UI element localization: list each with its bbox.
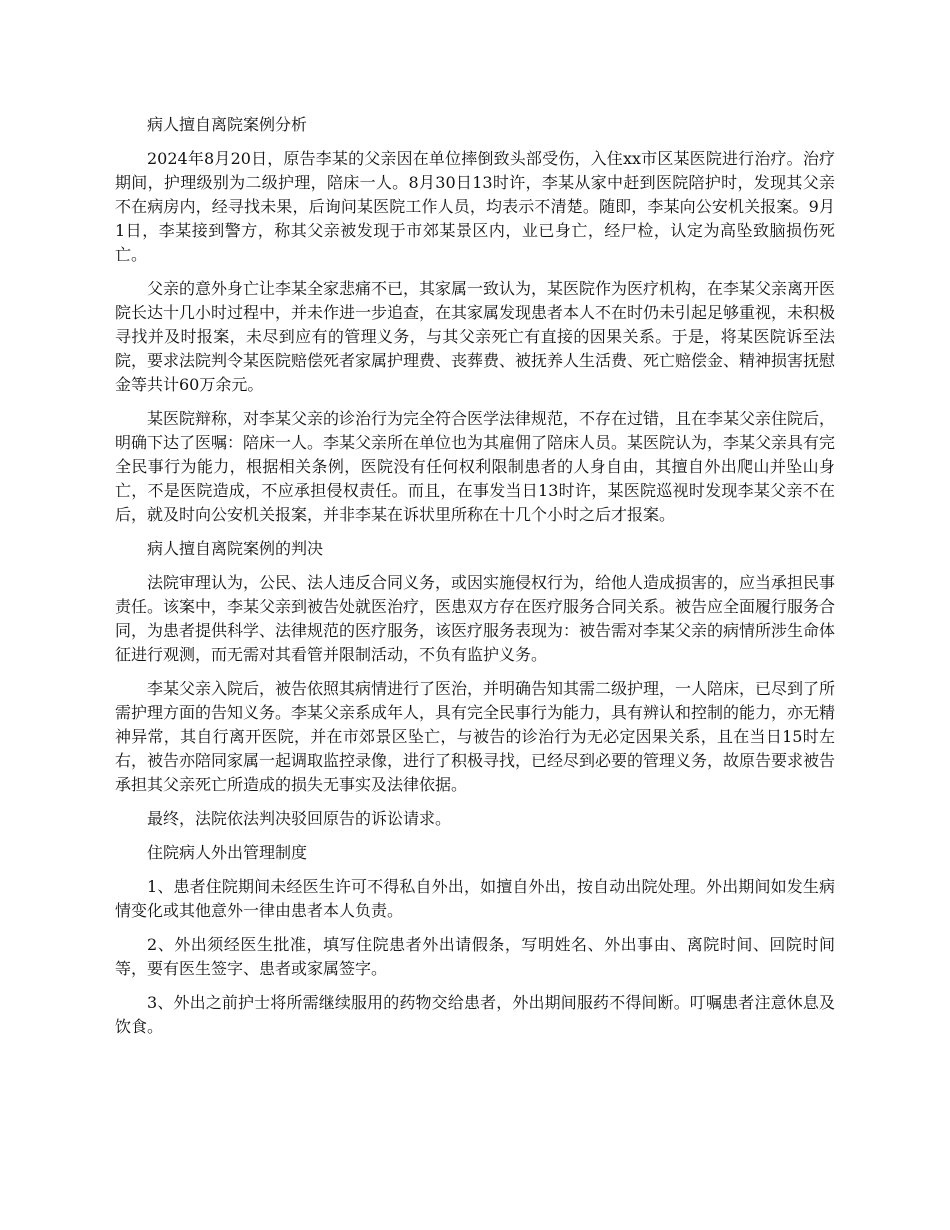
paragraph-case-facts: 2024年8月20日，原告李某的父亲因在单位摔倒致头部受伤，入住xx市区某医院进行治疗。治疗期间，护理级别为二级护理，陪床一人。8月30日13时许，李某从家中赶到医院陪护时，发现其父亲不在病房内，经寻找未果，后询问某医院工作人员，均表示不清楚。随即，李某向公安机关报案。9月1日，李某接到警方，称其父亲被发现于市郊某景区内，业已身亡，经尸检，认定为高坠致脑损伤死亡。 <box>115 149 835 264</box>
paragraph-final-ruling: 最终，法院依法判决驳回原告的诉讼请求。 <box>147 809 452 828</box>
paragraph-family-claim: 父亲的意外身亡让李某全家悲痛不已，其家属一致认为，某医院作为医疗机构，在李某父亲离开医院长达十几小时过程中，并未作进一步追查，在其家属发现患者本人不在时仍未引起足够重视，未积极寻找并及时报案，未尽到应有的管理义务，与其父亲死亡有直接的因果关系。于是，将某医院诉至法院，要求法院判令某医院赔偿死者家属护理费、丧葬费、被抚养人生活费、死亡赔偿金、精神损害抚慰金等共计60万余元。 <box>115 279 836 394</box>
section-heading-outing-rules: 住院病人外出管理制度 <box>147 843 308 862</box>
paragraph-court-reasoning: 法院审理认为，公民、法人违反合同义务，或因实施侵权行为，给他人造成损害的，应当承担民事责任。该案中，李某父亲到被告处就医治疗，医患双方存在医疗服务合同关系。被告应全面履行服务合同，为患者提供科学、法律规范的医疗服务，该医疗服务表现为：被告需对李某父亲的病情所涉生命体征进行观测，而无需对其看管并限制活动，不负有监护义务。 <box>115 573 836 664</box>
rule-item-2: 2、外出须经医生批准，填写住院患者外出请假条，写明姓名、外出事由、离院时间、回院时间等，要有医生签字、患者或家属签字。 <box>115 935 835 978</box>
document-body <box>115 113 835 1049</box>
rule-item-1: 1、患者住院期间未经医生许可不得私自外出，如擅自外出，按自动出院处理。外出期间如发生病情变化或其他意外一律由患者本人负责。 <box>115 877 835 920</box>
rule-item-3: 3、外出之前护士将所需继续服用的药物交给患者，外出期间服药不得间断。叮嘱患者注意休息及饮食。 <box>115 993 835 1036</box>
section-heading-case-analysis: 病人擅自离院案例分析 <box>147 115 308 134</box>
paragraph-hospital-defense: 某医院辩称，对李某父亲的诊治行为完全符合医学法律规范，不存在过错，且在李某父亲住院后，明确下达了医嘱：陪床一人。李某父亲所在单位也为其雇佣了陪床人员。某医院认为，李某父亲具有完全民事行为能力，根据相关条例，医院没有任何权利限制患者的人身自由，其擅自外出爬山并坠山身亡，不是医院造成，不应承担侵权责任。而且，在事发当日13时许，某医院巡视时发现李某父亲不在后，就及时向公安机关报案，并非李某在诉状里所称在十几个小时之后才报案。 <box>115 409 836 524</box>
section-heading-judgment: 病人擅自离院案例的判决 <box>147 539 324 558</box>
paragraph-court-findings: 李某父亲入院后，被告依照其病情进行了医治，并明确告知其需二级护理，一人陪床，已尽到了所需护理方面的告知义务。李某父亲系成年人，具有完全民事行为能力，具有辨认和控制的能力，亦无精神异常，其自行离开医院，并在市郊景区坠亡，与被告的诊治行为无必定因果关系，且在当日15时左右，被告亦陪同家属一起调取监控录像，进行了积极寻找，已经尽到必要的管理义务，故原告要求被告承担其父亲死亡所造成的损失无事实及法律依据。 <box>115 679 836 794</box>
